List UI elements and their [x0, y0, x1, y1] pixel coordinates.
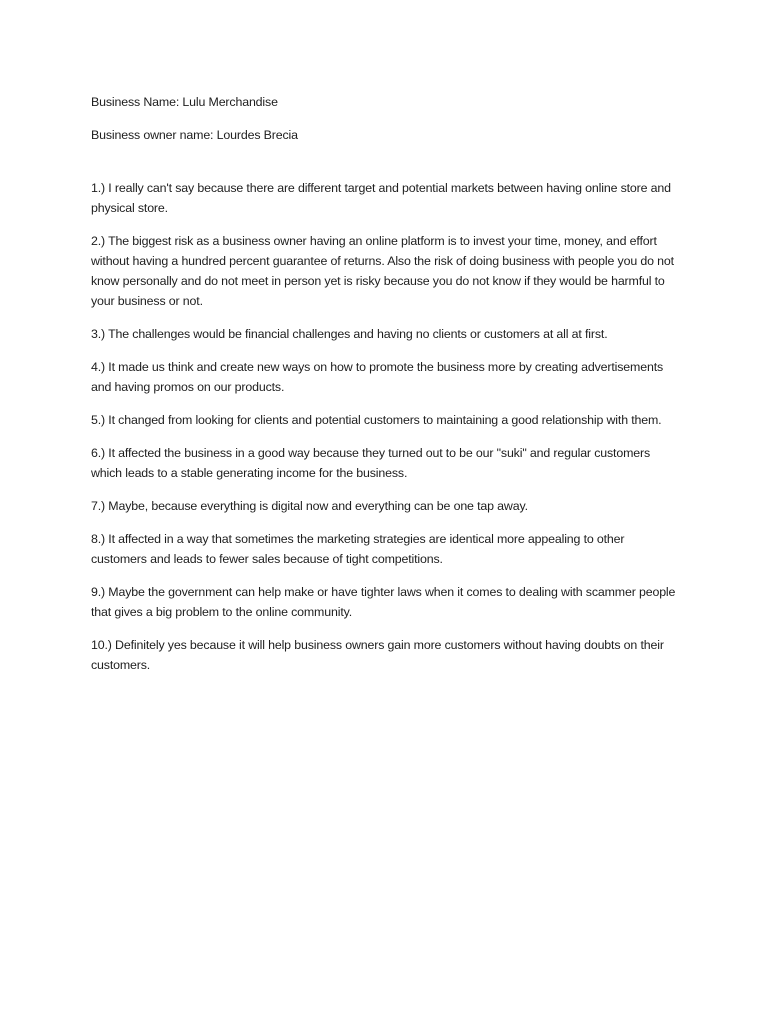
answer-6: 6.) It affected the business in a good way because they turned out to be our "suki" and regular customers which leads to a stable generating income for the business. [91, 446, 650, 480]
answer-7: 7.) Maybe, because everything is digital now and everything can be one tap away. [91, 499, 528, 513]
document-body [91, 92, 681, 688]
spacer [91, 158, 681, 178]
answer-4: 4.) It made us think and create new ways on how to promote the business more by creating advertisements and having promos on our products. [91, 360, 664, 394]
answer-8: 8.) It affected in a way that sometimes the marketing strategies are identical more appealing to other customers and leads to fewer sales because of tight competitions. [91, 532, 625, 566]
answer-2: 2.) The biggest risk as a business owner having an online platform is to invest your time, money, and effort without having a hundred percent guarantee of returns. Also the risk of doing business with people you do not know personally and do not meet in person yet is risky because you do not know if they would be harmful to your business or not. [91, 234, 674, 308]
answer-3: 3.) The challenges would be financial challenges and having no clients or customers at all at first. [91, 327, 608, 341]
business-owner-name: Business owner name: Lourdes Brecia [91, 128, 298, 142]
answer-10: 10.) Definitely yes because it will help business owners gain more customers without having doubts on their customers. [91, 638, 664, 672]
answer-9: 9.) Maybe the government can help make or have tighter laws when it comes to dealing with scammer people that gives a big problem to the online community. [91, 585, 676, 619]
answer-5: 5.) It changed from looking for clients and potential customers to maintaining a good relationship with them. [91, 413, 662, 427]
answer-1: 1.) I really can't say because there are different target and potential markets between having online store and physical store. [91, 181, 671, 215]
business-name: Business Name: Lulu Merchandise [91, 95, 278, 109]
